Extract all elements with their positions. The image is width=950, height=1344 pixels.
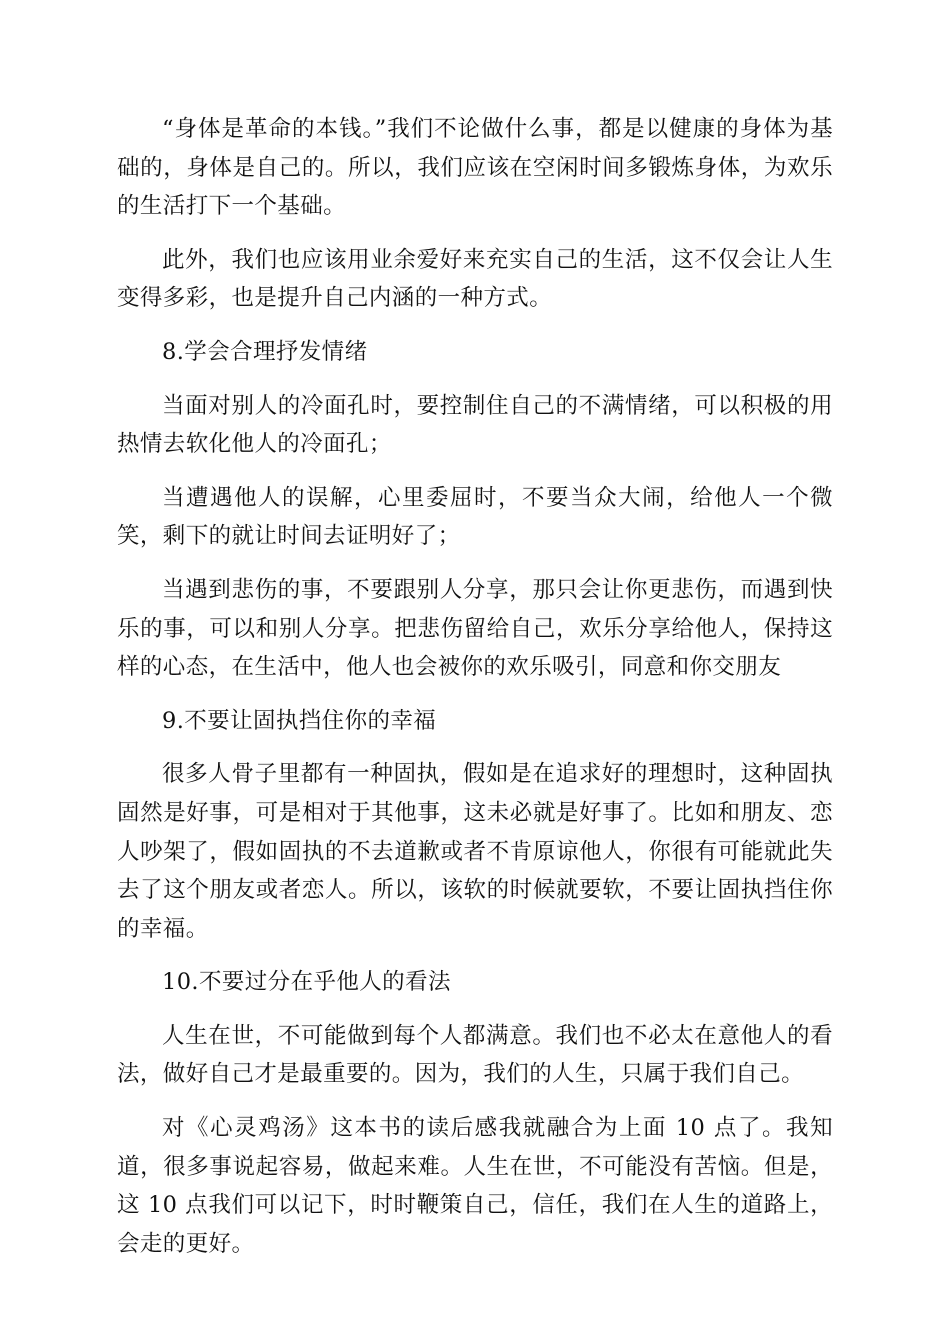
paragraph-cold-face: 当面对别人的冷面孔时，要控制住自己的不满情绪，可以积极的用热情去软化他人的冷面孔； <box>117 392 833 458</box>
section-heading-9: 9.不要让固执挡住你的幸福 <box>162 707 437 734</box>
paragraph-opinions: 人生在世，不可能做到每个人都满意。我们也不必太在意他人的看法，做好自己才是最重要的。因为，我们的人生，只属于我们自己。 <box>117 1022 833 1088</box>
paragraph-health: “身体是革命的本钱。”我们不论做什么事，都是以健康的身体为基础的，身体是自己的。所以，我们应该在空闲时间多锻炼身体，为欢乐的生活打下一个基础。 <box>117 116 833 220</box>
section-heading-10: 10.不要过分在乎他人的看法 <box>162 969 451 996</box>
paragraph-conclusion: 对《心灵鸡汤》这本书的读后感我就融合为上面 10 点了。我知道，很多事说起容易，做起来难。人生在世，不可能没有苦恼。但是，这 10 点我们可以记下，时时鞭策自己，信任，我们在人生的道路上，会走的更好。 <box>117 1115 833 1257</box>
section-heading-8: 8.学会合理抒发情绪 <box>162 338 368 365</box>
paragraph-stubbornness: 很多人骨子里都有一种固执，假如是在追求好的理想时，这种固执固然是好事，可是相对于其他事，这未必就是好事了。比如和朋友、恋人吵架了，假如固执的不去道歉或者不肯原谅他人，你很有可能就此失去了这个朋友或者恋人。所以，该软的时候就要软，不要让固执挡住你的幸福。 <box>117 761 833 942</box>
paragraph-misunderstanding: 当遭遇他人的误解，心里委屈时，不要当众大闹，给他人一个微笑，剩下的就让时间去证明好了； <box>117 484 833 550</box>
paragraph-sadness: 当遇到悲伤的事，不要跟别人分享，那只会让你更悲伤，而遇到快乐的事，可以和别人分享。把悲伤留给自己，欢乐分享给他人，保持这样的心态，在生活中，他人也会被你的欢乐吸引，同意和你交朋友 <box>117 576 833 681</box>
paragraph-hobbies: 此外，我们也应该用业余爱好来充实自己的生活，这不仅会让人生变得多彩，也是提升自己内涵的一种方式。 <box>117 246 833 312</box>
document-page <box>117 110 833 1278</box>
